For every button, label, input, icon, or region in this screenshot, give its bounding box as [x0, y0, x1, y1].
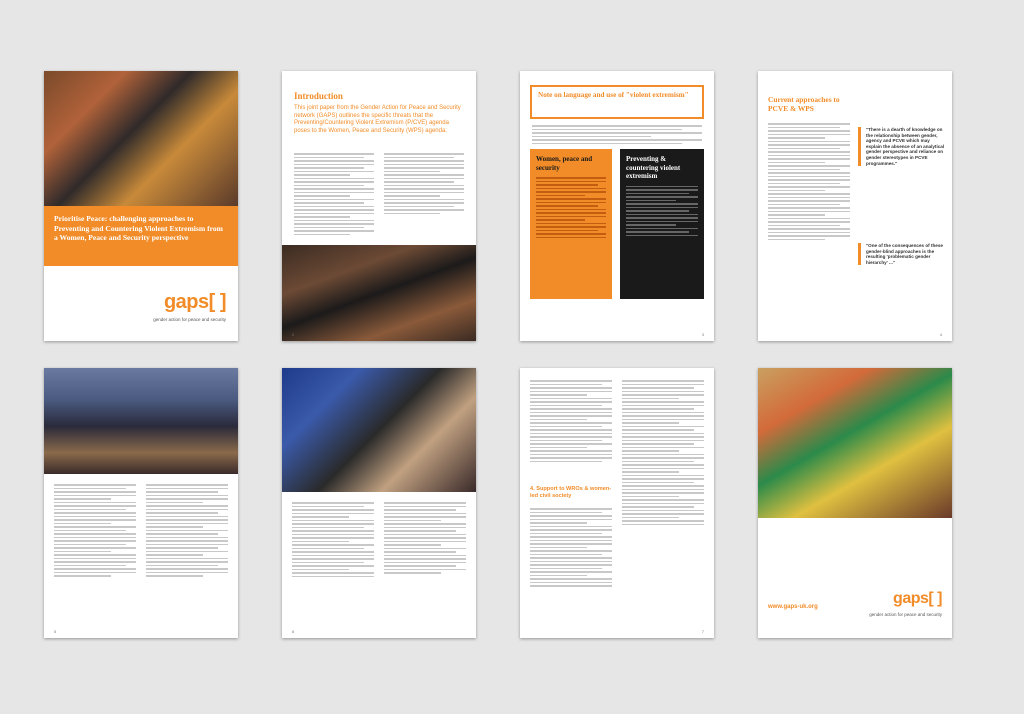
gaps-logo: gaps[ ] — [163, 291, 226, 313]
page-cover — [44, 71, 238, 341]
website-url[interactable]: www.gaps-uk.org — [768, 604, 818, 610]
text-column-right — [146, 482, 228, 579]
page-note-on-language — [520, 71, 714, 341]
page-number: 5 — [54, 629, 57, 634]
page-current-approaches — [758, 71, 952, 341]
cover-title: Prioritise Peace: challenging approaches to Preventing and Countering Violent Extremism from a Women, Peace and Security perspective — [54, 214, 223, 242]
pull-quote-1 — [858, 127, 946, 166]
page-introduction — [282, 71, 476, 341]
pull-quote-2-text: "One of the consequences of these gender-blind approaches is the resulting 'problematic gender hierarchy' ..." — [866, 243, 943, 265]
approaches-text-left — [768, 121, 850, 242]
wps-box-title: Women, peace and security — [536, 155, 593, 172]
text-column-left — [292, 500, 374, 579]
intro-lead: This joint paper from the Gender Action for Peace and Security network (GAPS) outlines the specific threats that the Preventing/Countering Violent Extremism (P/CVE) agenda poses to the Women, Peace and Security (WPS) agenda: — [294, 105, 461, 134]
text-column-left-lower — [530, 506, 612, 589]
approaches-heading: Current approaches to PCVE & WPS — [768, 95, 840, 113]
page-five — [44, 368, 238, 638]
page-back-cover — [758, 368, 952, 638]
page-seven — [520, 368, 714, 638]
pull-quote-2 — [858, 243, 946, 265]
text-column-left — [530, 378, 612, 464]
page-number: 2 — [292, 332, 295, 337]
darfur-photo — [282, 368, 476, 492]
text-column-left — [54, 482, 136, 579]
page-number: 6 — [292, 629, 295, 634]
page-number: 3 — [701, 332, 704, 337]
workshop-photo — [758, 368, 952, 518]
cover-photo — [44, 71, 238, 206]
pull-quote-1-text: "There is a dearth of knowledge on the relationship between gender, agency and PCVE which may explain the absence of an analytical gender perspective and reliance on gender stereotypes in PCVE programmes." — [866, 127, 945, 166]
gaps-logo: gaps[ ] — [893, 590, 942, 607]
text-column-right — [622, 378, 704, 527]
note-text — [532, 123, 702, 146]
intro-heading: Introduction — [294, 91, 343, 101]
page-number: 7 — [701, 629, 704, 634]
wps-box — [530, 149, 612, 299]
text-column-left — [294, 151, 374, 237]
cover-title-banner — [44, 206, 238, 266]
section-heading: 4. Support to WROs & women-led civil society — [530, 486, 612, 499]
page-six — [282, 368, 476, 638]
pcve-box — [620, 149, 704, 299]
logo-tagline: gender action for peace and security — [153, 317, 226, 322]
text-column-right — [384, 500, 466, 576]
intro-photo — [282, 245, 476, 341]
page-number: 4 — [939, 332, 942, 337]
un-council-photo — [44, 368, 238, 474]
text-column-right — [384, 151, 464, 216]
note-box — [530, 85, 704, 119]
logo-tagline: gender action for peace and security — [869, 612, 942, 617]
note-heading: Note on language and use of "violent extremism" — [538, 91, 689, 99]
pcve-box-title: Preventing & countering violent extremism — [626, 155, 681, 180]
